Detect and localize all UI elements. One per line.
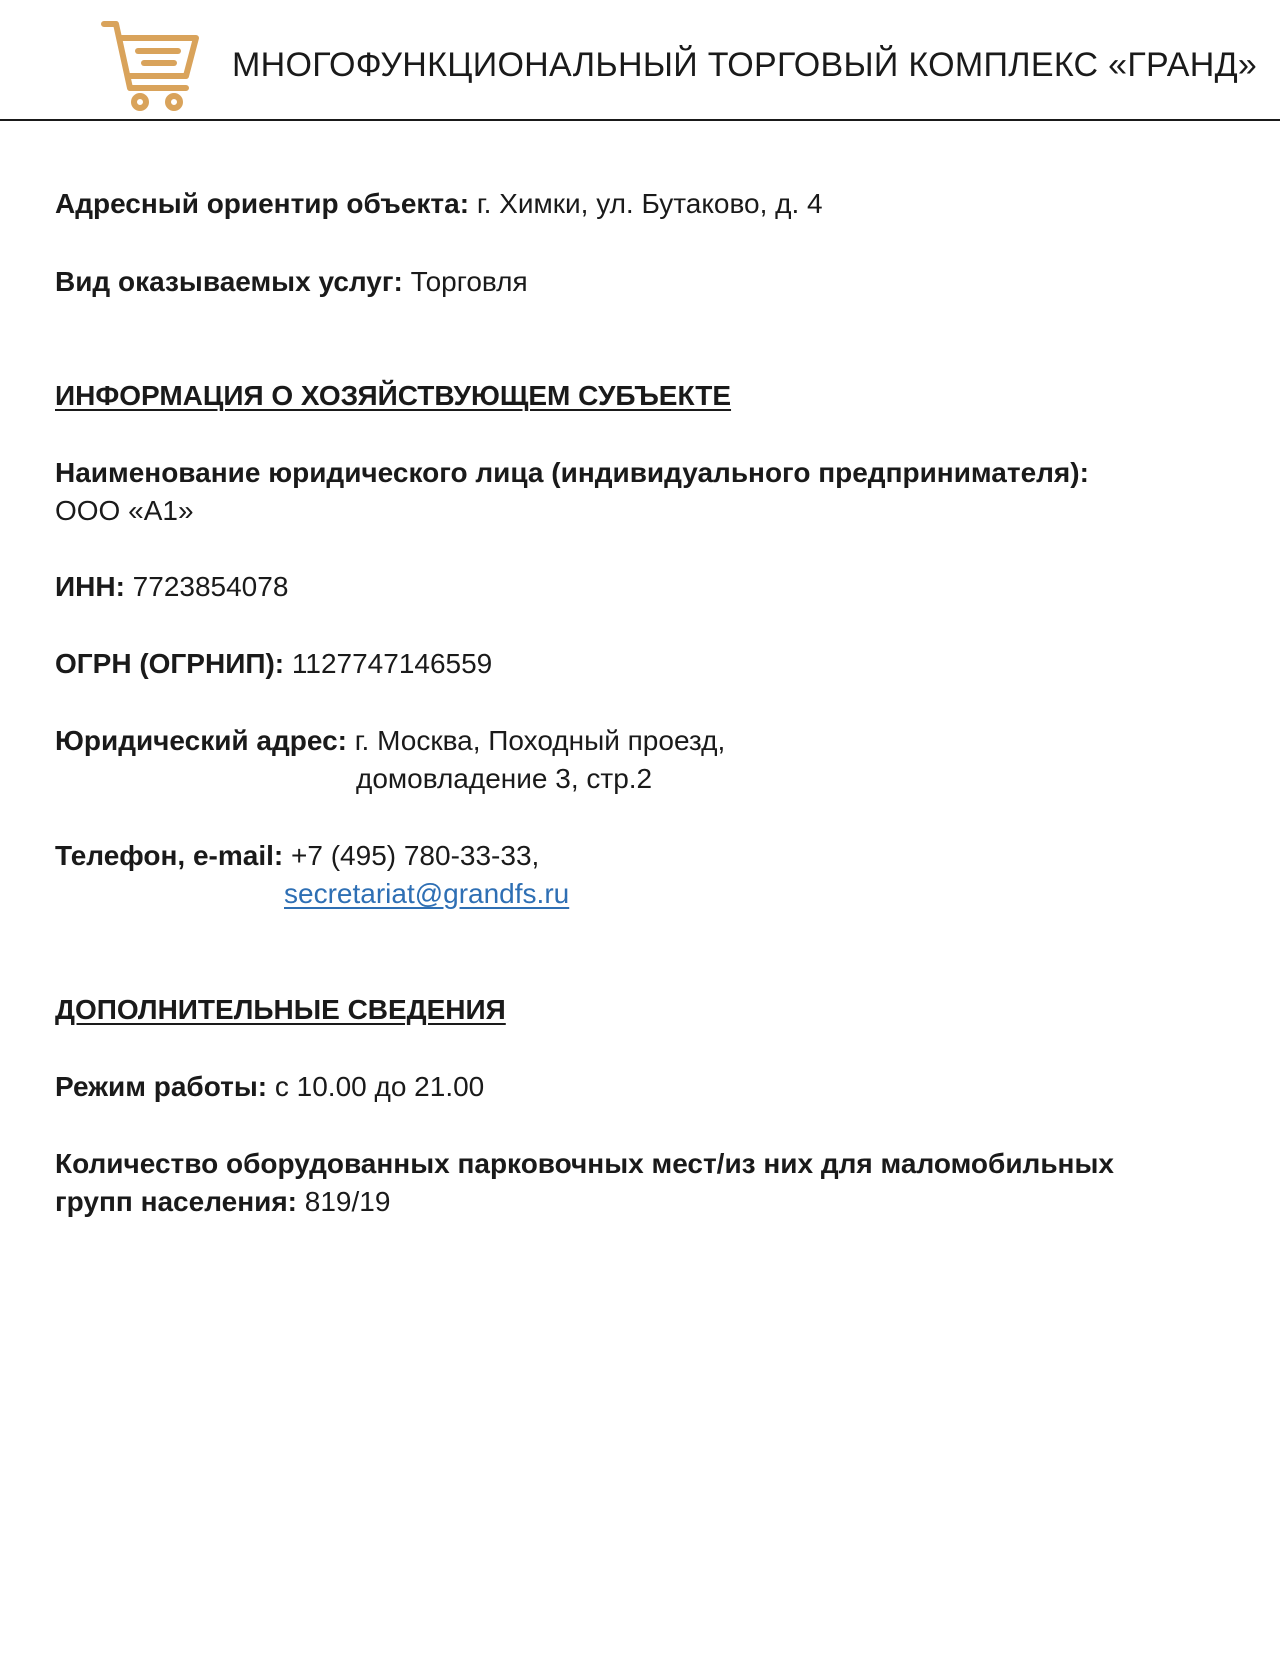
working-hours-row: [55, 1068, 484, 1106]
parking-label-line1: Количество оборудованных парковочных мест/из них для маломобильных: [55, 1148, 1114, 1179]
parking-value: 819/19: [304, 1186, 391, 1217]
entity-name-value-row: [55, 492, 194, 530]
page-header: [0, 0, 1280, 121]
email-row: [284, 875, 569, 913]
ogrn-row: [55, 645, 492, 683]
legal-address-label: Юридический адрес:: [55, 725, 347, 756]
legal-address-row: [55, 722, 725, 760]
parking-label-line2: групп населения:: [55, 1186, 297, 1217]
object-address-value: г. Химки, ул. Бутаково, д. 4: [476, 188, 823, 219]
ogrn-value: 1127747146559: [291, 648, 493, 679]
shopping-cart-icon: [100, 18, 208, 114]
working-hours-value: с 10.00 до 21.00: [274, 1071, 485, 1102]
parking-label-row: [55, 1145, 1114, 1183]
service-type-value: Торговля: [410, 266, 528, 297]
inn-value: 7723854078: [132, 571, 289, 602]
working-hours-label: Режим работы:: [55, 1071, 268, 1102]
contacts-label: Телефон, e-mail:: [55, 840, 284, 871]
entity-name-label: Наименование юридического лица (индивидуального предпринимателя):: [55, 457, 1089, 488]
entity-section-title: ИНФОРМАЦИЯ О ХОЗЯЙСТВУЮЩЕМ СУБЪЕКТЕ: [55, 380, 732, 411]
legal-address-line1: г. Москва, Походный проезд,: [354, 725, 726, 756]
email-link[interactable]: secretariat@grandfs.ru: [284, 878, 570, 909]
page-title: МНОГОФУНКЦИОНАЛЬНЫЙ ТОРГОВЫЙ КОМПЛЕКС «ГРАНД»: [232, 46, 1258, 84]
inn-label: ИНН:: [55, 571, 125, 602]
contacts-row: [55, 837, 539, 875]
extra-section-title: ДОПОЛНИТЕЛЬНЫЕ СВЕДЕНИЯ: [55, 994, 506, 1025]
ogrn-label: ОГРН (ОГРНИП):: [55, 648, 285, 679]
phone-value: +7 (495) 780-33-33,: [291, 840, 540, 871]
entity-name-value: ООО «А1»: [55, 495, 194, 526]
entity-name-label-row: [55, 454, 1089, 492]
service-type-label: Вид оказываемых услуг:: [55, 266, 403, 297]
object-address-row: [55, 185, 823, 223]
inn-row: [55, 568, 288, 606]
legal-address-line2: домовладение 3, стр.2: [356, 763, 653, 794]
parking-value-row: [55, 1183, 390, 1221]
legal-address-continuation: [356, 760, 652, 798]
object-address-label: Адресный ориентир объекта:: [55, 188, 470, 219]
service-type-row: [55, 263, 528, 301]
